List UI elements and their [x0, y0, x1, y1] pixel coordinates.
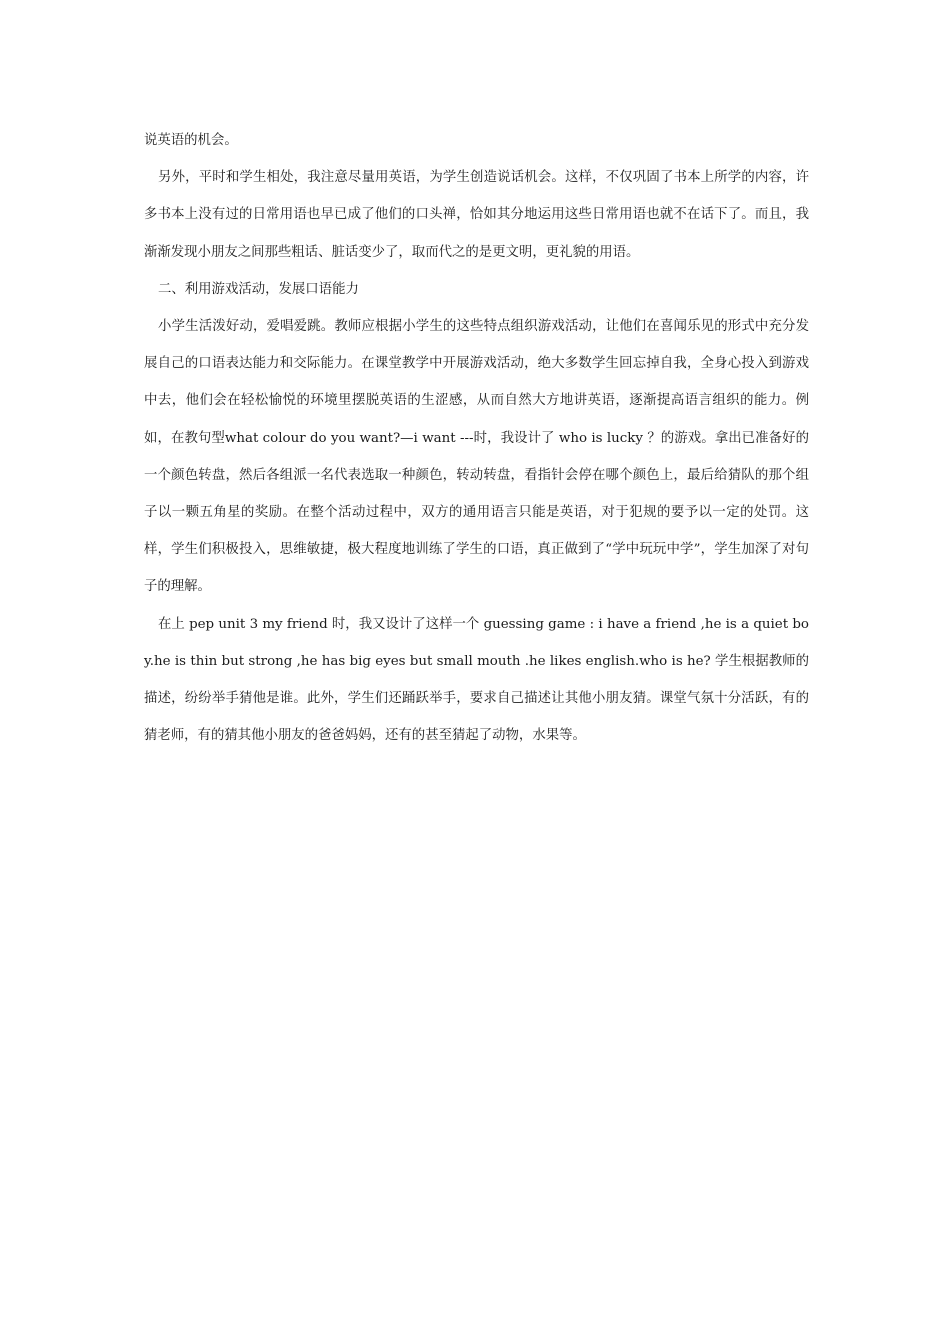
document-body — [144, 122, 809, 754]
paragraph-game-activities: 小学生活泼好动，爱唱爱跳。教师应根据小学生的这些特点组织游戏活动，让他们在喜闻乐见的形式中充分发展自己的口语表达能力和交际能力。在课堂教学中开展游戏活动，绝大多数学生回忘掉自我，全身心投入到游戏中去，他们会在轻松愉悦的环境里摆脱英语的生涩感，从而自然大方地讲英语，逐渐提高语言组织的能力。例如，在教句型what colour do you want?—i want ---时，我设计了 who is lucky ？的游戏。拿出已准备好的一个颜色转盘，然后各组派一名代表选取一种颜色，转动转盘，看指针会停在哪个颜色上，最后给猜队的那个组子以一颗五角星的奖励。在整个活动过程中，双方的通用语言只能是英语，对于犯规的要予以一定的处罚。这样，学生们积极投入，思维敏捷，极大程度地训练了学生的口语，真正做到了“学中玩玩中学”，学生加深了对句子的理解。 — [144, 319, 809, 595]
paragraph-continuation: 说英语的机会。 — [144, 133, 238, 148]
paragraph-guessing-game: 在上 pep unit 3 my friend 时，我又设计了这样一个 guessing game : i have a friend ,he is a quiet boy.he is thin but strong ,he has big eyes but small mouth .he likes english.who is he? 学生根据教师的描述，纷纷举手猜他是谁。此外，学生们还踊跃举手，要求自己描述让其他小朋友猜。课堂气氛十分活跃，有的猜老师，有的猜其他小朋友的爸爸妈妈，还有的甚至猜起了动物，水果等。 — [144, 616, 809, 744]
paragraph-daily-english: 另外，平时和学生相处，我注意尽量用英语，为学生创造说话机会。这样，不仅巩固了书本上所学的内容，许多书本上没有过的日常用语也早已成了他们的口头禅，恰如其分地运用这些日常用语也就不在话下了。而且，我渐渐发现小朋友之间那些粗话、脏话变少了，取而代之的是更文明，更礼貌的用语。 — [144, 170, 809, 260]
section-heading-games: 二、利用游戏活动，发展口语能力 — [158, 281, 359, 297]
